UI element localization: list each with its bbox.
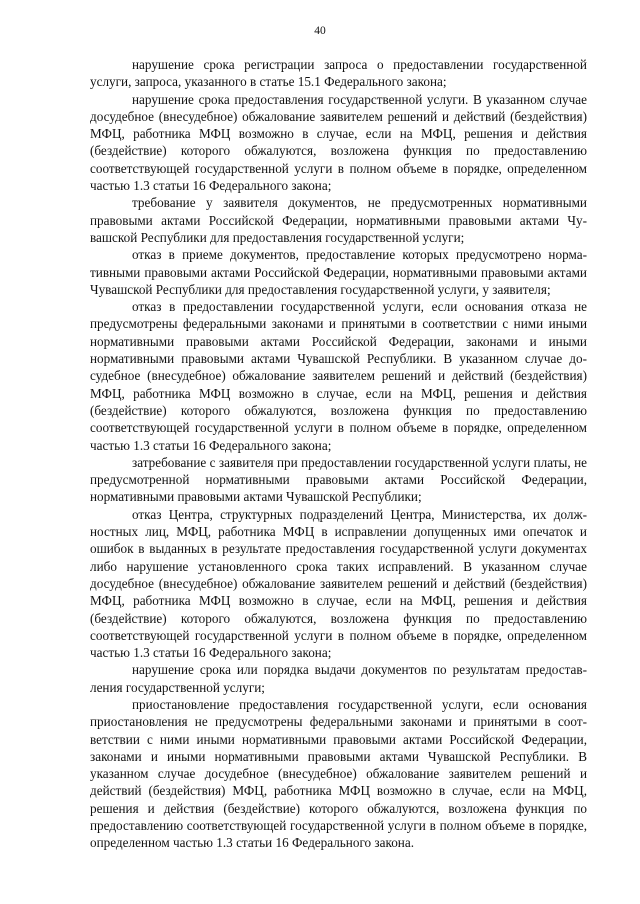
paragraph: отказ Центра, структурных подразделений Центра, Министерства, их должностных лиц, МФЦ, работника МФЦ в исправлении допущенных ими опечаток и ошибок в выданных в результате предоставления государственной услуги документах либо нарушение установленного срока таких исправлений. В указанном случае досудебное (внесудебное) обжалование заявителем решений и действий (бездействия) МФЦ, работника МФЦ возможно в случае, если на МФЦ, решения и действия (бездействие) которого обжалуются, возложена функция по предоставлению соответствующей государственной услуги в полном объеме в порядке, определенном частью 1.3 статьи 16 Федерального закона; xyxy=(90,506,587,661)
paragraph: нарушение срока регистрации запроса о предоставлении государственной услуги, запроса, указанного в статье 15.1 Федерального закона; xyxy=(90,57,587,90)
page-number: 40 xyxy=(314,25,326,37)
paragraph: нарушение срока предоставления государственной услуги. В указанном случае досудебное (внесудебное) обжалование заявителем решений и действий (бездействия) МФЦ, работника МФЦ возможно в случае, если на МФЦ, решения и действия (бездействие) которого обжалуются, возложена функция по предоставлению соответствующей государственной услуги в полном объеме в порядке, определенном частью 1.3 статьи 16 Федерального закона; xyxy=(90,91,587,194)
document-body xyxy=(90,56,587,852)
paragraph: затребование с заявителя при предоставлении государственной услуги платы, не предусмотренной нормативными правовыми актами Российской Федерации, нормативными правовыми актами Чувашской Республики; xyxy=(90,454,587,505)
paragraph: нарушение срока или порядка выдачи документов по результатам предоставления государственной услуги; xyxy=(90,662,587,695)
paragraph: отказ в приеме документов, предоставление которых предусмотрено нормативными правовыми актами Российской Федерации, нормативными правовыми актами Чувашской Республики для предоставления государственной услуги, у заявителя; xyxy=(90,247,587,297)
paragraph: отказ в предоставлении государственной услуги, если основания отказа не предусмотрены федеральными законами и принятыми в соответствии с ними иными нормативными правовыми актами Российской Федерации, законами и иными нормативными правовыми актами Чувашской Республики. В указанном случае досудебное (внесудебное) обжалование заявителем решений и действий (бездействия) МФЦ, работника МФЦ возможно в случае, если на МФЦ, решения и действия (бездействие) которого обжалуются, возложена функция по предоставлению соответствующей государственной услуги в полном объеме в порядке, определенном частью 1.3 статьи 16 Федерального закона; xyxy=(90,299,587,453)
paragraph: требование у заявителя документов, не предусмотренных нормативными правовыми актами Российской Федерации, нормативными правовыми актами Чувашской Республики для предоставления государственной услуги; xyxy=(90,195,587,245)
paragraph: приостановление предоставления государственной услуги, если основания приостановления не предусмотрены федеральными законами и принятыми в соответствии с ними иными нормативными правовыми актами Российской Федерации, законами и иными нормативными правовыми актами Чувашской Республики. В указанном случае досудебное (внесудебное) обжалование заявителем решений и действий (бездействия) МФЦ, работника МФЦ возможно в случае, если на МФЦ, решения и действия (бездействие) которого обжалуются, возложена функция по предоставлению соответствующей государственной услуги в полном объеме в порядке, определенном частью 1.3 статьи 16 Федерального закона. xyxy=(90,696,587,851)
